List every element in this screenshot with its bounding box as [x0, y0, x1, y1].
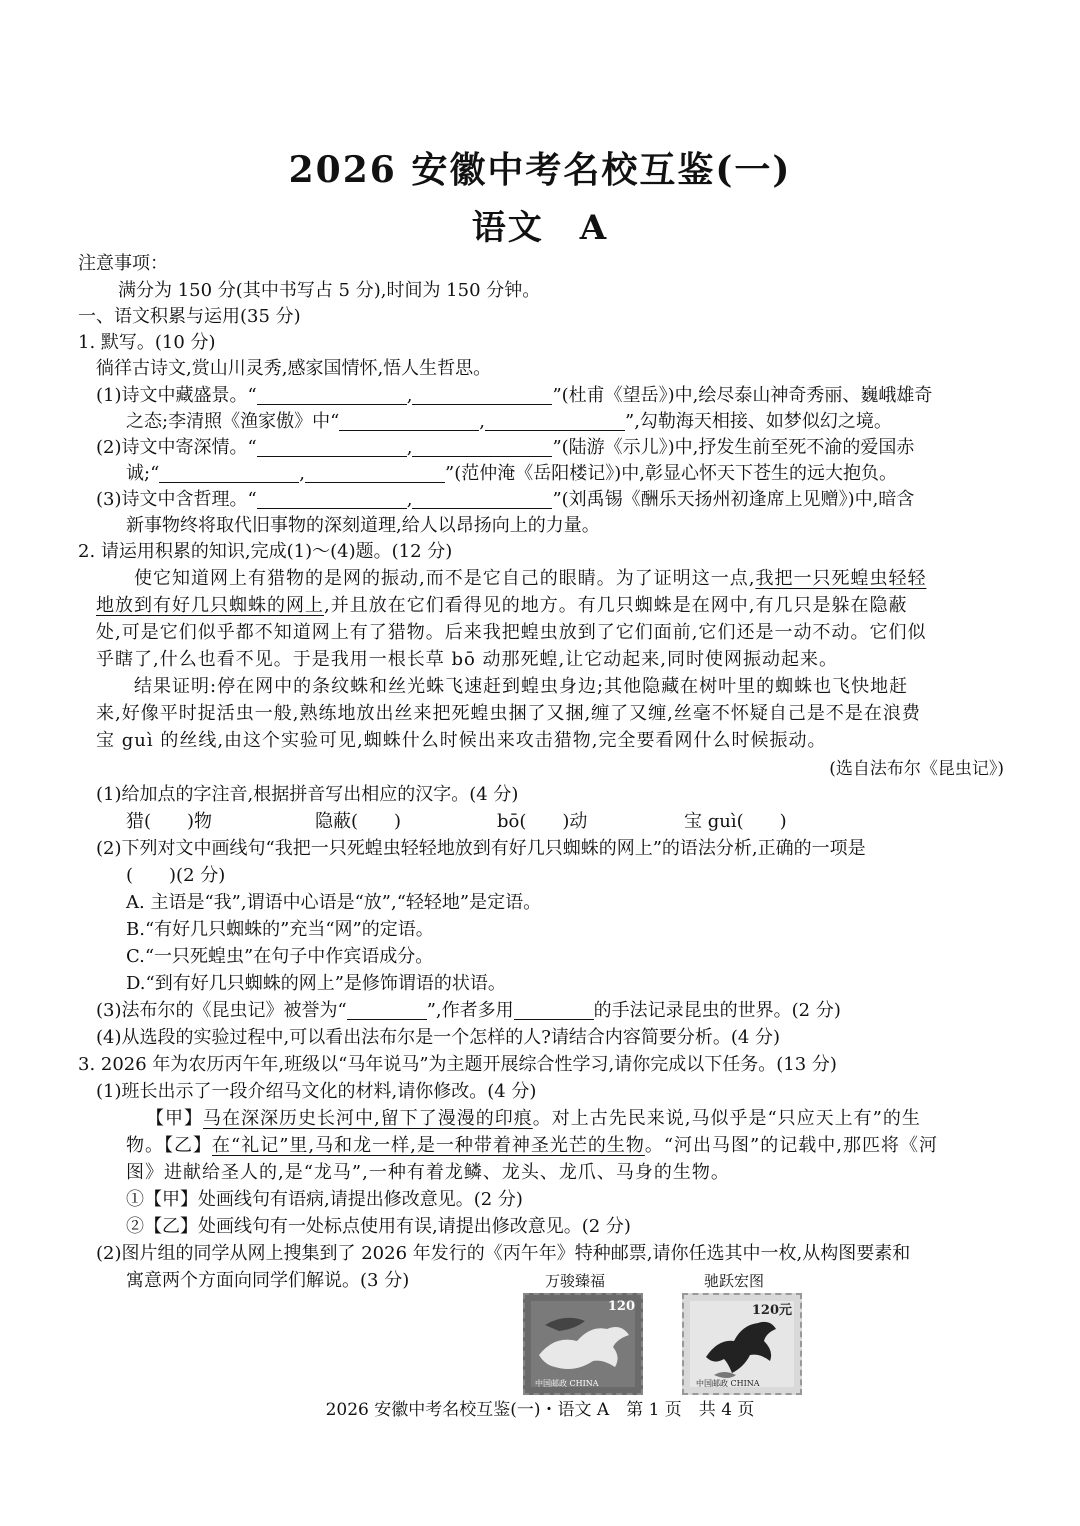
- q3-task-2: ②【乙】处画线句有一处标点使用有误,请提出修改意见。(2 分): [126, 1216, 631, 1237]
- q1-intro: 徜徉古诗文,赏山川灵秀,感家国情怀,悟人生哲思。: [96, 358, 492, 379]
- q1-part2-line1: (2)诗文中寄深情。“ , ”(陆游《示儿》)中,抒发生前至死不渝的爱国赤: [96, 437, 915, 458]
- q1-part1-line2: 之态;李清照《渔家傲》中“ , ”,勾勒海天相接、如梦似幻之境。: [126, 411, 892, 432]
- stamp1-caption: 万骏臻福: [545, 1272, 606, 1290]
- q3-sub2: (2)图片组的同学从网上搜集到了 2026 年发行的《丙午年》特种邮票,请你任选其中一枚,从构图要素和: [96, 1243, 911, 1264]
- answer-blank[interactable]: [514, 999, 594, 1020]
- q2-sub1: (1)给加点的字注音,根据拼音写出相应的汉字。(4 分): [96, 784, 519, 805]
- stamp-wanjun-zhenfu: [523, 1293, 643, 1395]
- pinyin-field-1[interactable]: 猎( )物: [126, 811, 213, 832]
- q3-heading: 3. 2026 年为农历丙午年,班级以“马年说马”为主题开展综合性学习,请你完成以下任务。(13 分): [78, 1054, 837, 1075]
- subject-title: 语文 A: [471, 208, 609, 248]
- passage-line: 来,好像平时捉活虫一般,熟练地放出丝来把死蝗虫捆了又捆,缠了又缠,丝毫不怀疑自己是不是在浪费: [96, 703, 921, 724]
- exam-title: 2026 安徽中考名校互鉴(一): [288, 149, 792, 191]
- answer-blank[interactable]: [347, 999, 427, 1020]
- q1-part1-line1: (1)诗文中藏盛景。“ , ”(杜甫《望岳》)中,绘尽泰山神奇秀丽、巍峨雄奇: [96, 385, 933, 406]
- material-line: 图》进献给圣人的,是“龙马”,一种有着龙鳞、龙头、龙爪、马身的生物。: [126, 1162, 730, 1183]
- q3-task-1: ①【甲】处画线句有语病,请提出修改意见。(2 分): [126, 1189, 523, 1210]
- q1-part2-line2: 诚;“ , ”(范仲淹《岳阳楼记》)中,彰显心怀天下苍生的远大抱负。: [126, 463, 897, 484]
- q2-sub2: (2)下列对文中画线句“我把一只死蝗虫轻轻地放到有好几只蜘蛛的网上”的语法分析,正确的一项是: [96, 838, 866, 859]
- stamp1-value: 120: [607, 1299, 635, 1314]
- answer-blank[interactable]: [412, 384, 552, 405]
- q1-part3-line2: 新事物终将取代旧事物的深刻道理,给人以昂扬向上的力量。: [126, 515, 600, 536]
- passage-line: 地放到有好几只蜘蛛的网上,并且放在它们看得见的地方。有几只蜘蛛是在网中,有几只是躲在隐蔽: [96, 595, 908, 616]
- answer-blank[interactable]: [159, 462, 299, 483]
- stamp-chiyue-hongtu: [682, 1293, 802, 1395]
- pinyin-field-3[interactable]: bō( )动: [497, 811, 588, 832]
- passage-line: 处,可是它们似乎都不知道网上有了猎物。后来我把蝗虫放到了它们面前,它们还是一动不动。它们似: [96, 622, 927, 643]
- passage-line: 使它知道网上有猎物的是网的振动,而不是它自己的眼睛。为了证明这一点,我把一只死蝗虫轻轻: [134, 568, 927, 589]
- answer-blank[interactable]: [412, 436, 552, 457]
- option-b[interactable]: B.“有好几只蜘蛛的”充当“网”的定语。: [126, 919, 434, 940]
- answer-blank[interactable]: [257, 488, 407, 509]
- stamp2-value: 120元: [751, 1303, 792, 1318]
- passage-source: (选自法布尔《昆虫记》): [829, 759, 1004, 779]
- answer-blank[interactable]: [257, 384, 407, 405]
- answer-blank[interactable]: [257, 436, 407, 457]
- pinyin-field-2[interactable]: 隐蔽( ): [315, 811, 402, 832]
- answer-blank[interactable]: [485, 410, 625, 431]
- q2-sub3: (3)法布尔的《昆虫记》被誉为“ ”,作者多用 的手法记录昆虫的世界。(2 分): [96, 1000, 841, 1021]
- notice-text: 满分为 150 分(其中书写占 5 分),时间为 150 分钟。: [118, 280, 541, 301]
- option-c[interactable]: C.“一只死蝗虫”在句子中作宾语成分。: [126, 946, 434, 967]
- answer-blank[interactable]: [339, 410, 479, 431]
- answer-blank[interactable]: [305, 462, 445, 483]
- pinyin-field-4[interactable]: 宝 guì( ): [684, 811, 787, 832]
- stamp2-caption: 驰跃宏图: [704, 1272, 765, 1290]
- material-line: 物。【乙】在“礼记”里,马和龙一样,是一种带着神圣光芒的生物。“河出马图”的记载中,那匹将《河: [126, 1135, 938, 1156]
- answer-blank[interactable]: [412, 488, 552, 509]
- passage-line: 结果证明:停在网中的条纹蛛和丝光蛛飞速赶到蝗虫身边;其他隐藏在树叶里的蜘蛛也飞快地赶: [134, 676, 909, 697]
- q3-sub2-line2: 寓意两个方面向同学们解说。(3 分): [126, 1270, 410, 1291]
- q3-sub1: (1)班长出示了一段介绍马文化的材料,请你修改。(4 分): [96, 1081, 537, 1102]
- q2-heading: 2. 请运用积累的知识,完成(1)～(4)题。(12 分): [78, 541, 453, 562]
- option-d[interactable]: D.“到有好几只蜘蛛的网上”是修饰谓语的状语。: [126, 973, 506, 994]
- q1-part3-line1: (3)诗文中含哲理。“ , ”(刘禹锡《酬乐天扬州初逢席上见赠》)中,暗含: [96, 489, 915, 510]
- page-footer: 2026 安徽中考名校互鉴(一)・语文 A 第 1 页 共 4 页: [325, 1400, 755, 1420]
- notice-heading: 注意事项：: [78, 253, 168, 274]
- section-heading: 一、语文积累与运用(35 分): [78, 306, 301, 327]
- option-a[interactable]: A. 主语是“我”,谓语中心语是“放”,“轻轻地”是定语。: [126, 892, 542, 913]
- passage-line: 宝 guì 的丝线,由这个实验可见,蜘蛛什么时候出来攻击猎物,完全要看网什么时候振动。: [96, 730, 827, 751]
- material-line: 【甲】马在深深历史长河中,留下了漫漫的印痕。对上古先民来说,马似乎是“只应天上有”的生: [146, 1108, 921, 1129]
- passage-line: 乎瞎了,什么也看不见。于是我用一根长草 bō 动那死蝗,让它动起来,同时使网振动起来。: [96, 649, 838, 670]
- stamp1-brand: 中国邮政 CHINA: [535, 1379, 599, 1388]
- q2-sub4: (4)从选段的实验过程中,可以看出法布尔是一个怎样的人?请结合内容简要分析。(4 分): [96, 1027, 781, 1048]
- q2-sub2-bracket[interactable]: ( )(2 分): [126, 865, 226, 886]
- q1-heading: 1. 默写。(10 分): [78, 332, 216, 353]
- stamp2-brand: 中国邮政 CHINA: [696, 1379, 760, 1388]
